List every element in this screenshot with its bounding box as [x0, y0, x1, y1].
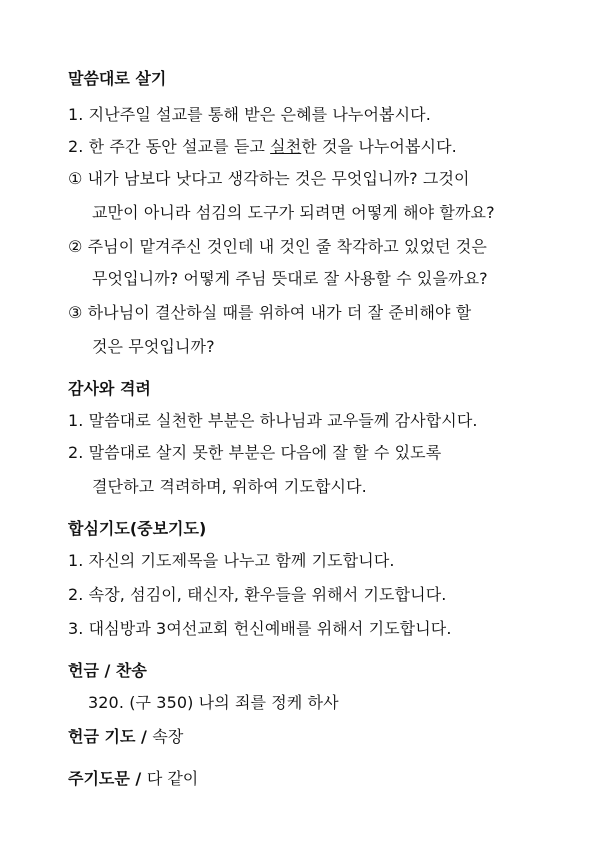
section-title-prayer: 합심기도(중보기도) [68, 519, 207, 538]
list-item-text: 2. 한 주간 동안 설교를 듣고 [68, 137, 271, 156]
list-item: 1. 자신의 기도제목을 나누고 함께 기도합니다. [68, 551, 395, 570]
offering-prayer-label: 헌금 기도 [68, 727, 136, 746]
question-1-line-2: 교만이 아니라 섬김의 도구가 되려면 어떻게 해야 할까요? [92, 203, 495, 222]
list-item: 2. 속장, 섬김이, 태신자, 환우들을 위해서 기도합니다. [68, 585, 447, 604]
lords-prayer-label: 주기도문 [68, 769, 130, 788]
question-2-line-2: 무엇입니까? 어떻게 주님 뜻대로 잘 사용할 수 있을까요? [92, 269, 488, 288]
offering-label: 헌금 [68, 661, 99, 680]
offering-prayer-leader: 속장 [152, 727, 184, 746]
question-3-line-1: ③ 하나님이 결산하실 때를 위하여 내가 더 잘 준비해야 할 [68, 303, 472, 322]
list-item: 1. 말씀대로 실천한 부분은 하나님과 교우들께 감사합시다. [68, 411, 478, 430]
question-1-line-1: ① 내가 남보다 낫다고 생각하는 것은 무엇입니까? 그것이 [68, 169, 470, 188]
underlined-word: 실천 [270, 137, 302, 156]
section-title-lords-prayer [68, 766, 198, 789]
list-item: 1. 지난주일 설교를 통해 받은 은혜를 나누어봅시다. [68, 105, 431, 124]
hymn-title: 320. (구 350) 나의 죄를 정케 하사 [88, 693, 339, 712]
list-item: 2. 말씀대로 살지 못한 부분은 다음에 잘 할 수 있도록 [68, 443, 442, 462]
separator: / [98, 661, 116, 680]
lords-prayer-who: 다 같이 [146, 769, 199, 788]
section-title-offering [68, 658, 147, 681]
section-title-thanks: 감사와 격려 [68, 379, 151, 398]
question-2-line-1: ② 주님이 맡겨주신 것인데 내 것인 줄 착각하고 있었던 것은 [68, 237, 487, 256]
hymn-label: 찬송 [115, 661, 147, 680]
list-item-text: 한 것을 나누어봅시다. [301, 137, 457, 156]
list-item-continuation: 결단하고 격려하며, 위하여 기도합시다. [92, 477, 367, 496]
list-item [68, 134, 457, 157]
section-title-living-by-word: 말씀대로 살기 [68, 69, 167, 88]
separator: / [135, 727, 153, 746]
separator: / [129, 769, 147, 788]
section-title-offering-prayer [68, 724, 183, 747]
list-item: 3. 대심방과 3여선교회 헌신예배를 위해서 기도합니다. [68, 619, 452, 638]
question-3-line-2: 것은 무엇입니까? [92, 337, 215, 356]
